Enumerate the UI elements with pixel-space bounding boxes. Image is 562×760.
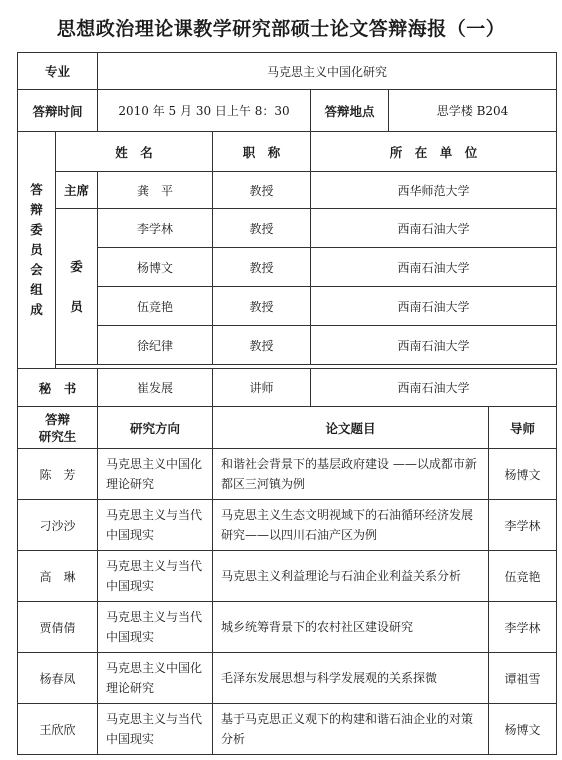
student-advisor: 李学林 <box>489 602 557 653</box>
member-name: 徐纪律 <box>98 326 213 365</box>
student-advisor: 谭祖雪 <box>489 653 557 704</box>
header-unit: 所 在 单 位 <box>311 132 557 172</box>
time-label: 答辩时间 <box>18 90 98 132</box>
student-thesis: 基于马克思正义观下的构建和谐石油企业的对策分析 <box>213 704 489 755</box>
student-advisor: 杨博文 <box>489 449 557 500</box>
student-advisor: 李学林 <box>489 500 557 551</box>
student-advisor: 杨博文 <box>489 704 557 755</box>
time-place-row <box>18 90 557 132</box>
time-value: 2010 年 5 月 30 日上午 8：30 <box>98 90 311 132</box>
member-title: 教授 <box>213 287 311 326</box>
student-row <box>18 551 557 602</box>
header-title: 职 称 <box>213 132 311 172</box>
header-name: 姓 名 <box>56 132 213 172</box>
major-value: 马克思主义中国化研究 <box>98 53 557 90</box>
secretary-title: 讲师 <box>213 369 311 407</box>
student-name: 王欣欣 <box>18 704 98 755</box>
header-thesis: 论文题目 <box>213 407 489 449</box>
page-title: 思想政治理论课教学研究部硕士论文答辩海报（一） <box>56 18 506 40</box>
student-direction: 马克思主义与当代中国现实 <box>98 551 213 602</box>
student-direction: 马克思主义与当代中国现实 <box>98 500 213 551</box>
committee-header-row <box>18 132 557 172</box>
member-name: 伍竞艳 <box>98 287 213 326</box>
student-advisor: 伍竞艳 <box>489 551 557 602</box>
member-row <box>18 209 557 248</box>
student-thesis: 马克思主义利益理论与石油企业利益关系分析 <box>213 551 489 602</box>
chair-row <box>18 172 557 209</box>
student-thesis: 城乡统筹背景下的农村社区建设研究 <box>213 602 489 653</box>
member-unit: 西南石油大学 <box>311 248 557 287</box>
committee-group-label: 答 辩 委 员 会 组 成 <box>18 132 56 369</box>
member-unit: 西南石油大学 <box>311 209 557 248</box>
place-label: 答辩地点 <box>311 90 389 132</box>
student-row <box>18 602 557 653</box>
chair-title: 教授 <box>213 172 311 209</box>
student-name: 杨春凤 <box>18 653 98 704</box>
secretary-unit: 西南石油大学 <box>311 369 557 407</box>
student-row <box>18 449 557 500</box>
member-title: 教授 <box>213 248 311 287</box>
student-direction: 马克思主义中国化理论研究 <box>98 449 213 500</box>
member-label: 委 员 <box>56 209 98 365</box>
secretary-row <box>18 369 557 407</box>
student-thesis: 和谐社会背景下的基层政府建设 ——以成都市新都区三河镇为例 <box>213 449 489 500</box>
student-row <box>18 653 557 704</box>
student-row <box>18 704 557 755</box>
member-row <box>18 326 557 365</box>
header-student: 答辩 研究生 <box>18 407 98 449</box>
student-direction: 马克思主义中国化理论研究 <box>98 653 213 704</box>
major-label: 专业 <box>18 53 98 90</box>
member-row <box>18 287 557 326</box>
student-thesis: 马克思主义生态文明视域下的石油循环经济发展研究——以四川石油产区为例 <box>213 500 489 551</box>
student-thesis: 毛泽东发展思想与科学发展观的关系探微 <box>213 653 489 704</box>
chair-role: 主席 <box>56 172 98 209</box>
student-header-row <box>18 407 557 449</box>
student-name: 刁沙沙 <box>18 500 98 551</box>
member-title: 教授 <box>213 326 311 365</box>
member-title: 教授 <box>213 209 311 248</box>
member-name: 杨博文 <box>98 248 213 287</box>
member-unit: 西南石油大学 <box>311 326 557 365</box>
secretary-role: 秘 书 <box>18 369 98 407</box>
member-unit: 西南石油大学 <box>311 287 557 326</box>
secretary-name: 崔发展 <box>98 369 213 407</box>
student-name: 高 琳 <box>18 551 98 602</box>
member-name: 李学林 <box>98 209 213 248</box>
header-direction: 研究方向 <box>98 407 213 449</box>
chair-name: 龚 平 <box>98 172 213 209</box>
defense-poster-table <box>17 52 557 755</box>
header-advisor: 导师 <box>489 407 557 449</box>
student-direction: 马克思主义与当代中国现实 <box>98 602 213 653</box>
place-value: 思学楼 B204 <box>389 90 557 132</box>
student-name: 陈 芳 <box>18 449 98 500</box>
major-row <box>18 53 557 90</box>
member-row <box>18 248 557 287</box>
student-name: 贾倩倩 <box>18 602 98 653</box>
chair-unit: 西华师范大学 <box>311 172 557 209</box>
student-direction: 马克思主义与当代中国现实 <box>98 704 213 755</box>
student-row <box>18 500 557 551</box>
